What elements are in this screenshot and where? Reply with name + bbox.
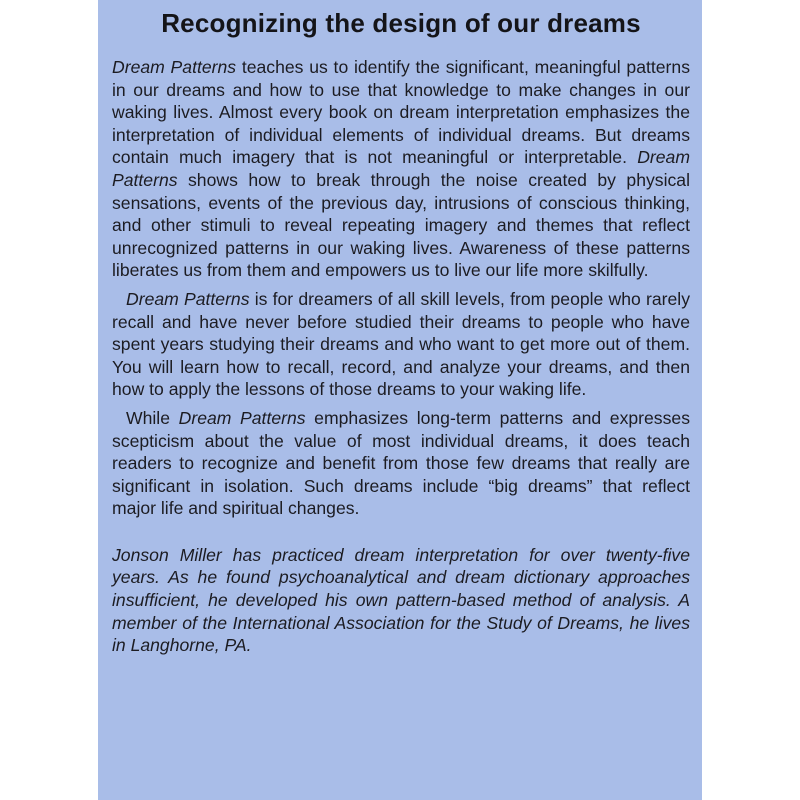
paragraph-text: teaches us to identify the significant, meaningful patterns in our dreams and how to use that knowledge to make changes in our waking lives. Almost every book on dream interpretation emphasizes the interpretation of individual elements of individual dreams. But dreams contain much imagery that is not meaningful or interpretable. xyxy=(112,57,690,168)
description-paragraph-3 xyxy=(112,407,690,520)
book-title-italic: Dream Patterns xyxy=(126,288,250,309)
paragraph-text: While xyxy=(126,407,179,428)
paragraph-text: shows how to break through the noise created by physical sensations, events of the previous day, intrusions of conscious thinking, and other stimuli to reveal repeating imagery and themes that reflect unrecognized patterns in our waking lives. Awareness of these patterns liberates us from them and empowers us to live our life more skilfully. xyxy=(112,169,690,281)
page-title: Recognizing the design of our dreams xyxy=(161,8,641,38)
description-paragraph-1 xyxy=(112,56,690,282)
book-title-italic: Dream Patterns xyxy=(112,57,237,77)
author-bio: Jonson Miller has practiced dream interpretation for over twenty-five years. As he found psychoanalytical and dream dictionary approaches insufficient, he developed his own pattern-based method of analysis. A member of the International Association for the Study of Dreams, he lives in Langhorne, PA. xyxy=(112,544,690,656)
description-paragraph-2 xyxy=(112,288,690,401)
paragraph-text: emphasizes long-term patterns and expresses scepticism about the value of most individual dreams, it does teach readers to recognize and benefit from those few dreams that really are significant in isolation. Such dreams include “big dreams” that reflect major life and spiritual changes. xyxy=(112,407,690,519)
paragraph-text: is for dreamers of all skill levels, from people who rarely recall and have never before studied their dreams to people who have spent years studying their dreams and who want to get more out of them. You will learn how to recall, record, and analyze your dreams, and then how to apply the lessons of those dreams to your waking life. xyxy=(112,288,690,400)
book-title-italic: Dream Patterns xyxy=(112,147,690,190)
book-back-cover xyxy=(98,0,702,800)
book-title-italic: Dream Patterns xyxy=(178,407,306,428)
